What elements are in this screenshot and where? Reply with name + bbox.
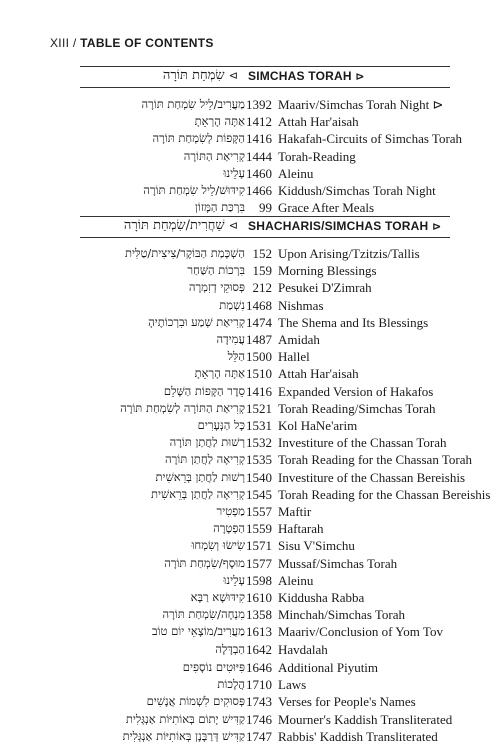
- page-number: 1487: [246, 332, 272, 347]
- english-title: Rabbis' Kaddish Transliterated: [278, 728, 438, 744]
- toc-row: [0, 200, 500, 217]
- toc-row: [0, 131, 500, 148]
- page-header: [50, 36, 214, 50]
- toc-row: [0, 470, 500, 487]
- hebrew-title: עָלֵינוּ: [223, 165, 245, 180]
- english-title: Maftir: [278, 504, 312, 519]
- toc-row: [0, 418, 500, 435]
- page-number: 1392: [246, 97, 272, 112]
- english-title: Torah Reading for the Chassan Bereishis: [278, 486, 491, 502]
- english-title: Aleinu: [278, 165, 314, 181]
- english-title: Haftarah: [278, 521, 324, 537]
- toc-row: [0, 332, 500, 349]
- hebrew-title: קְרִיאַת הַתּוֹרָה לְשִׂמְחַת תּוֹרָה: [120, 400, 245, 415]
- toc-row: [0, 384, 500, 401]
- english-title: Attah Har'aisah: [278, 366, 359, 382]
- hebrew-title: קִידּוּשָׁא רַבָּא: [190, 590, 245, 604]
- english-title: Laws: [278, 677, 307, 693]
- toc-row: [0, 280, 500, 297]
- hebrew-title: אַתָּה הָרְאֵתָ: [194, 366, 245, 381]
- english-title: Maariv/Conclusion of Yom Tov: [278, 624, 443, 640]
- english-title: Hakafah-Circuits of Simchas Torah: [278, 131, 463, 147]
- toc-row: [0, 729, 500, 746]
- page-number: 1474: [246, 314, 272, 330]
- english-title: Torah Reading for the Chassan Torah: [278, 452, 472, 468]
- toc-row: [0, 712, 500, 729]
- english-title: Havdalah: [278, 641, 328, 657]
- toc-row: [0, 556, 500, 573]
- english-title: Pesukei D'Zimrah: [278, 280, 372, 296]
- hebrew-title: הֲלָכוֹת: [217, 677, 245, 692]
- toc-row: [0, 315, 500, 332]
- hebrew-title: פִּיּוּטִים נוֹסָפִים: [182, 660, 245, 674]
- page-number: 1531: [246, 418, 272, 433]
- page-number: 1466: [246, 183, 272, 198]
- hebrew-title: עָלֵינוּ: [223, 572, 245, 587]
- page-number: 1416: [246, 131, 272, 147]
- hebrew-title: מוּסָף/שִׂמְחַת תּוֹרָה: [164, 555, 245, 570]
- hebrew-title: קִידּוּשׁ/לֵיל שִׂמְחַת תּוֹרָה: [143, 183, 245, 197]
- page-number: 1416: [246, 383, 272, 399]
- page-number: 1532: [246, 435, 272, 451]
- hebrew-title: קְרִיאַת שְׁמַע וּבִרְכוֹתֶיהָ: [148, 314, 245, 329]
- section-english-title: SIMCHAS TORAH ⊳: [248, 69, 365, 83]
- hebrew-title: קְרִיאָה לַחֲתַן בְּרֵאשִׁית: [150, 486, 245, 501]
- english-title: Torah Reading/Simchas Torah: [278, 400, 436, 416]
- english-title: Sisu V'Simchu: [278, 538, 355, 554]
- section-english-title: SHACHARIS/SIMCHAS TORAH ⊳: [248, 219, 442, 233]
- english-title: Kiddush/Simchas Torah Night: [278, 183, 436, 198]
- hebrew-title: מַעֲרִיב/לֵיל שִׂמְחַת תּוֹרָה: [141, 97, 245, 111]
- page-title: TABLE OF CONTENTS: [80, 36, 214, 50]
- toc-row: [0, 487, 500, 504]
- toc-row: [0, 590, 500, 607]
- hebrew-title: רְשׁוּת לַחֲתַן בְּרֵאשִׁית: [155, 469, 245, 484]
- toc-row: [0, 573, 500, 590]
- english-title: Kiddusha Rabba: [278, 590, 365, 605]
- hebrew-title: פְּסוּקִים לִשְׁמוֹת אֲנָשִׁים: [146, 694, 245, 709]
- hebrew-title: קַדִּישׁ יָתוֹם בְּאוֹתִיּוֹת אַנְגְּלִית: [125, 711, 245, 726]
- hebrew-title: הַלֵּל: [227, 349, 245, 364]
- section-header-shacharis: [80, 216, 450, 238]
- english-title: Upon Arising/Tzitzis/Tallis: [278, 246, 420, 261]
- english-title: Hallel: [278, 349, 310, 365]
- english-title: Mussaf/Simchas Torah: [278, 555, 398, 571]
- toc-row: [0, 349, 500, 366]
- english-title: Verses for People's Names: [278, 694, 416, 710]
- hebrew-title: מַעֲרִיב/מוֹצָאֵי יוֹם טוֹב: [152, 624, 245, 639]
- toc-row: [0, 538, 500, 555]
- hebrew-title: מַפְטִיר: [216, 504, 245, 518]
- hebrew-title: שִׂישׂוּ וְשִׂמְחוּ: [191, 538, 245, 553]
- page-number: 1468: [246, 297, 272, 313]
- page-number: 1743: [246, 694, 272, 710]
- hebrew-title: קַדִּישׁ דְּרַבָּנָן בְּאוֹתִיּוֹת אַנְגְּלִית: [122, 728, 245, 743]
- page-number: 1577: [246, 555, 272, 571]
- toc-row: [0, 504, 500, 521]
- page-number: 1557: [246, 504, 272, 519]
- hebrew-title: פְּסוּקֵי דְזִמְרָה: [188, 280, 245, 295]
- triangle-icon: ⊳: [355, 71, 365, 83]
- page-number: 1500: [246, 349, 272, 365]
- section-hebrew-title: ⊳ שַׁחֲרִית/שִׂמְחַת תּוֹרָה: [123, 218, 238, 233]
- triangle-icon: ⊳: [431, 221, 442, 233]
- hebrew-title: הַשְׁכָּמַת הַבּוֹקֶר/צִיצִית/טַלִּית: [125, 246, 245, 260]
- page-number: 159: [252, 263, 272, 279]
- toc-row: [0, 149, 500, 166]
- hebrew-title: כָּל הַנְּעָרִים: [197, 418, 245, 432]
- page-number: 1571: [246, 538, 272, 554]
- english-title: Amidah: [278, 332, 320, 347]
- english-title: Morning Blessings: [278, 263, 377, 279]
- toc-row: [0, 114, 500, 131]
- english-title: Aleinu: [278, 572, 314, 588]
- triangle-icon: ⊳: [228, 69, 238, 82]
- hebrew-title: סֵדֶר הַקָּפוֹת הַשָּׁלֵם: [163, 383, 245, 398]
- hebrew-title: מִנְחָה/שִׂמְחַת תּוֹרָה: [162, 607, 245, 622]
- english-title: Expanded Version of Hakafos: [278, 383, 434, 399]
- section-header-simchas-torah: [80, 66, 450, 88]
- page-number: 1559: [246, 521, 272, 537]
- toc-row: [0, 521, 500, 538]
- toc-row: [0, 366, 500, 383]
- hebrew-title: רְשׁוּת לַחֲתַן תּוֹרָה: [169, 435, 245, 450]
- toc-row: [0, 694, 500, 711]
- english-title: Nishmas: [278, 297, 324, 313]
- page-number: 1747: [246, 728, 272, 744]
- triangle-icon: ⊳: [228, 219, 238, 232]
- hebrew-title: קְרִיאַת הַתּוֹרָה: [183, 148, 245, 163]
- page-number: 1610: [246, 590, 272, 605]
- page-number: 1642: [246, 641, 272, 657]
- page-number: XIII /: [50, 36, 81, 50]
- toc-row: [0, 401, 500, 418]
- hebrew-title: בִּרְכַּת הַמָּזוֹן: [195, 200, 245, 215]
- hebrew-title: הַפְטָרָה: [213, 521, 245, 536]
- page-number: 1412: [246, 114, 272, 130]
- toc-row: [0, 642, 500, 659]
- hebrew-title: נִשְׁמַת: [219, 297, 245, 312]
- page-number: 1540: [246, 469, 272, 485]
- page-number: 99: [259, 200, 272, 216]
- english-title: Additional Piyutim: [278, 660, 379, 675]
- toc-row: [0, 607, 500, 624]
- toc-row: [0, 435, 500, 452]
- toc-row: [0, 660, 500, 677]
- english-title: The Shema and Its Blessings: [278, 314, 429, 330]
- hebrew-title: עֲמִידָה: [216, 332, 245, 346]
- page-number: 152: [252, 246, 272, 261]
- english-title: Torah-Reading: [278, 148, 356, 164]
- english-title: Maariv/Simchas Torah Night ⊳: [278, 97, 444, 112]
- hebrew-title: אַתָּה הָרְאֵתָ: [194, 114, 245, 129]
- page-number: 1444: [246, 148, 272, 164]
- toc-row: [0, 183, 500, 200]
- page-number: 1521: [246, 400, 272, 416]
- english-title: Kol HaNe'arim: [278, 418, 358, 433]
- toc-row: [0, 298, 500, 315]
- english-title: Attah Har'aisah: [278, 114, 359, 130]
- english-title: Grace After Meals: [278, 200, 375, 216]
- page-number: 1746: [246, 711, 272, 727]
- toc-row: [0, 97, 500, 114]
- english-title: Mourner's Kaddish Transliterated: [278, 711, 453, 727]
- toc-row: [0, 452, 500, 469]
- page-number: 1545: [246, 486, 272, 502]
- page-number: 1510: [246, 366, 272, 382]
- toc-row: [0, 166, 500, 183]
- toc-row: [0, 246, 500, 263]
- page-number: 1613: [246, 624, 272, 640]
- hebrew-title: קְרִיאָה לַחֲתַן תּוֹרָה: [165, 452, 245, 467]
- toc-row: [0, 677, 500, 694]
- english-title: Investiture of the Chassan Torah: [278, 435, 447, 451]
- page-number: 1535: [246, 452, 272, 468]
- hebrew-title: בִּרְכוֹת הַשַּׁחַר: [187, 263, 245, 278]
- page-number: 212: [252, 280, 272, 296]
- section-hebrew-title: ⊳ שִׂמְחַת תּוֹרָה: [162, 68, 238, 83]
- page-number: 1646: [246, 660, 272, 675]
- page-number: 1358: [246, 607, 272, 623]
- page-number: 1710: [246, 677, 272, 693]
- page-number: 1598: [246, 572, 272, 588]
- toc-row: [0, 624, 500, 641]
- english-title: Minchah/Simchas Torah: [278, 607, 406, 623]
- hebrew-title: הַבְדָּלָה: [215, 641, 245, 656]
- hebrew-title: הַקָּפוֹת לְשִׂמְחַת תּוֹרָה: [152, 131, 245, 146]
- toc-row: [0, 263, 500, 280]
- page-number: 1460: [246, 165, 272, 181]
- english-title: Investiture of the Chassan Bereishis: [278, 469, 466, 485]
